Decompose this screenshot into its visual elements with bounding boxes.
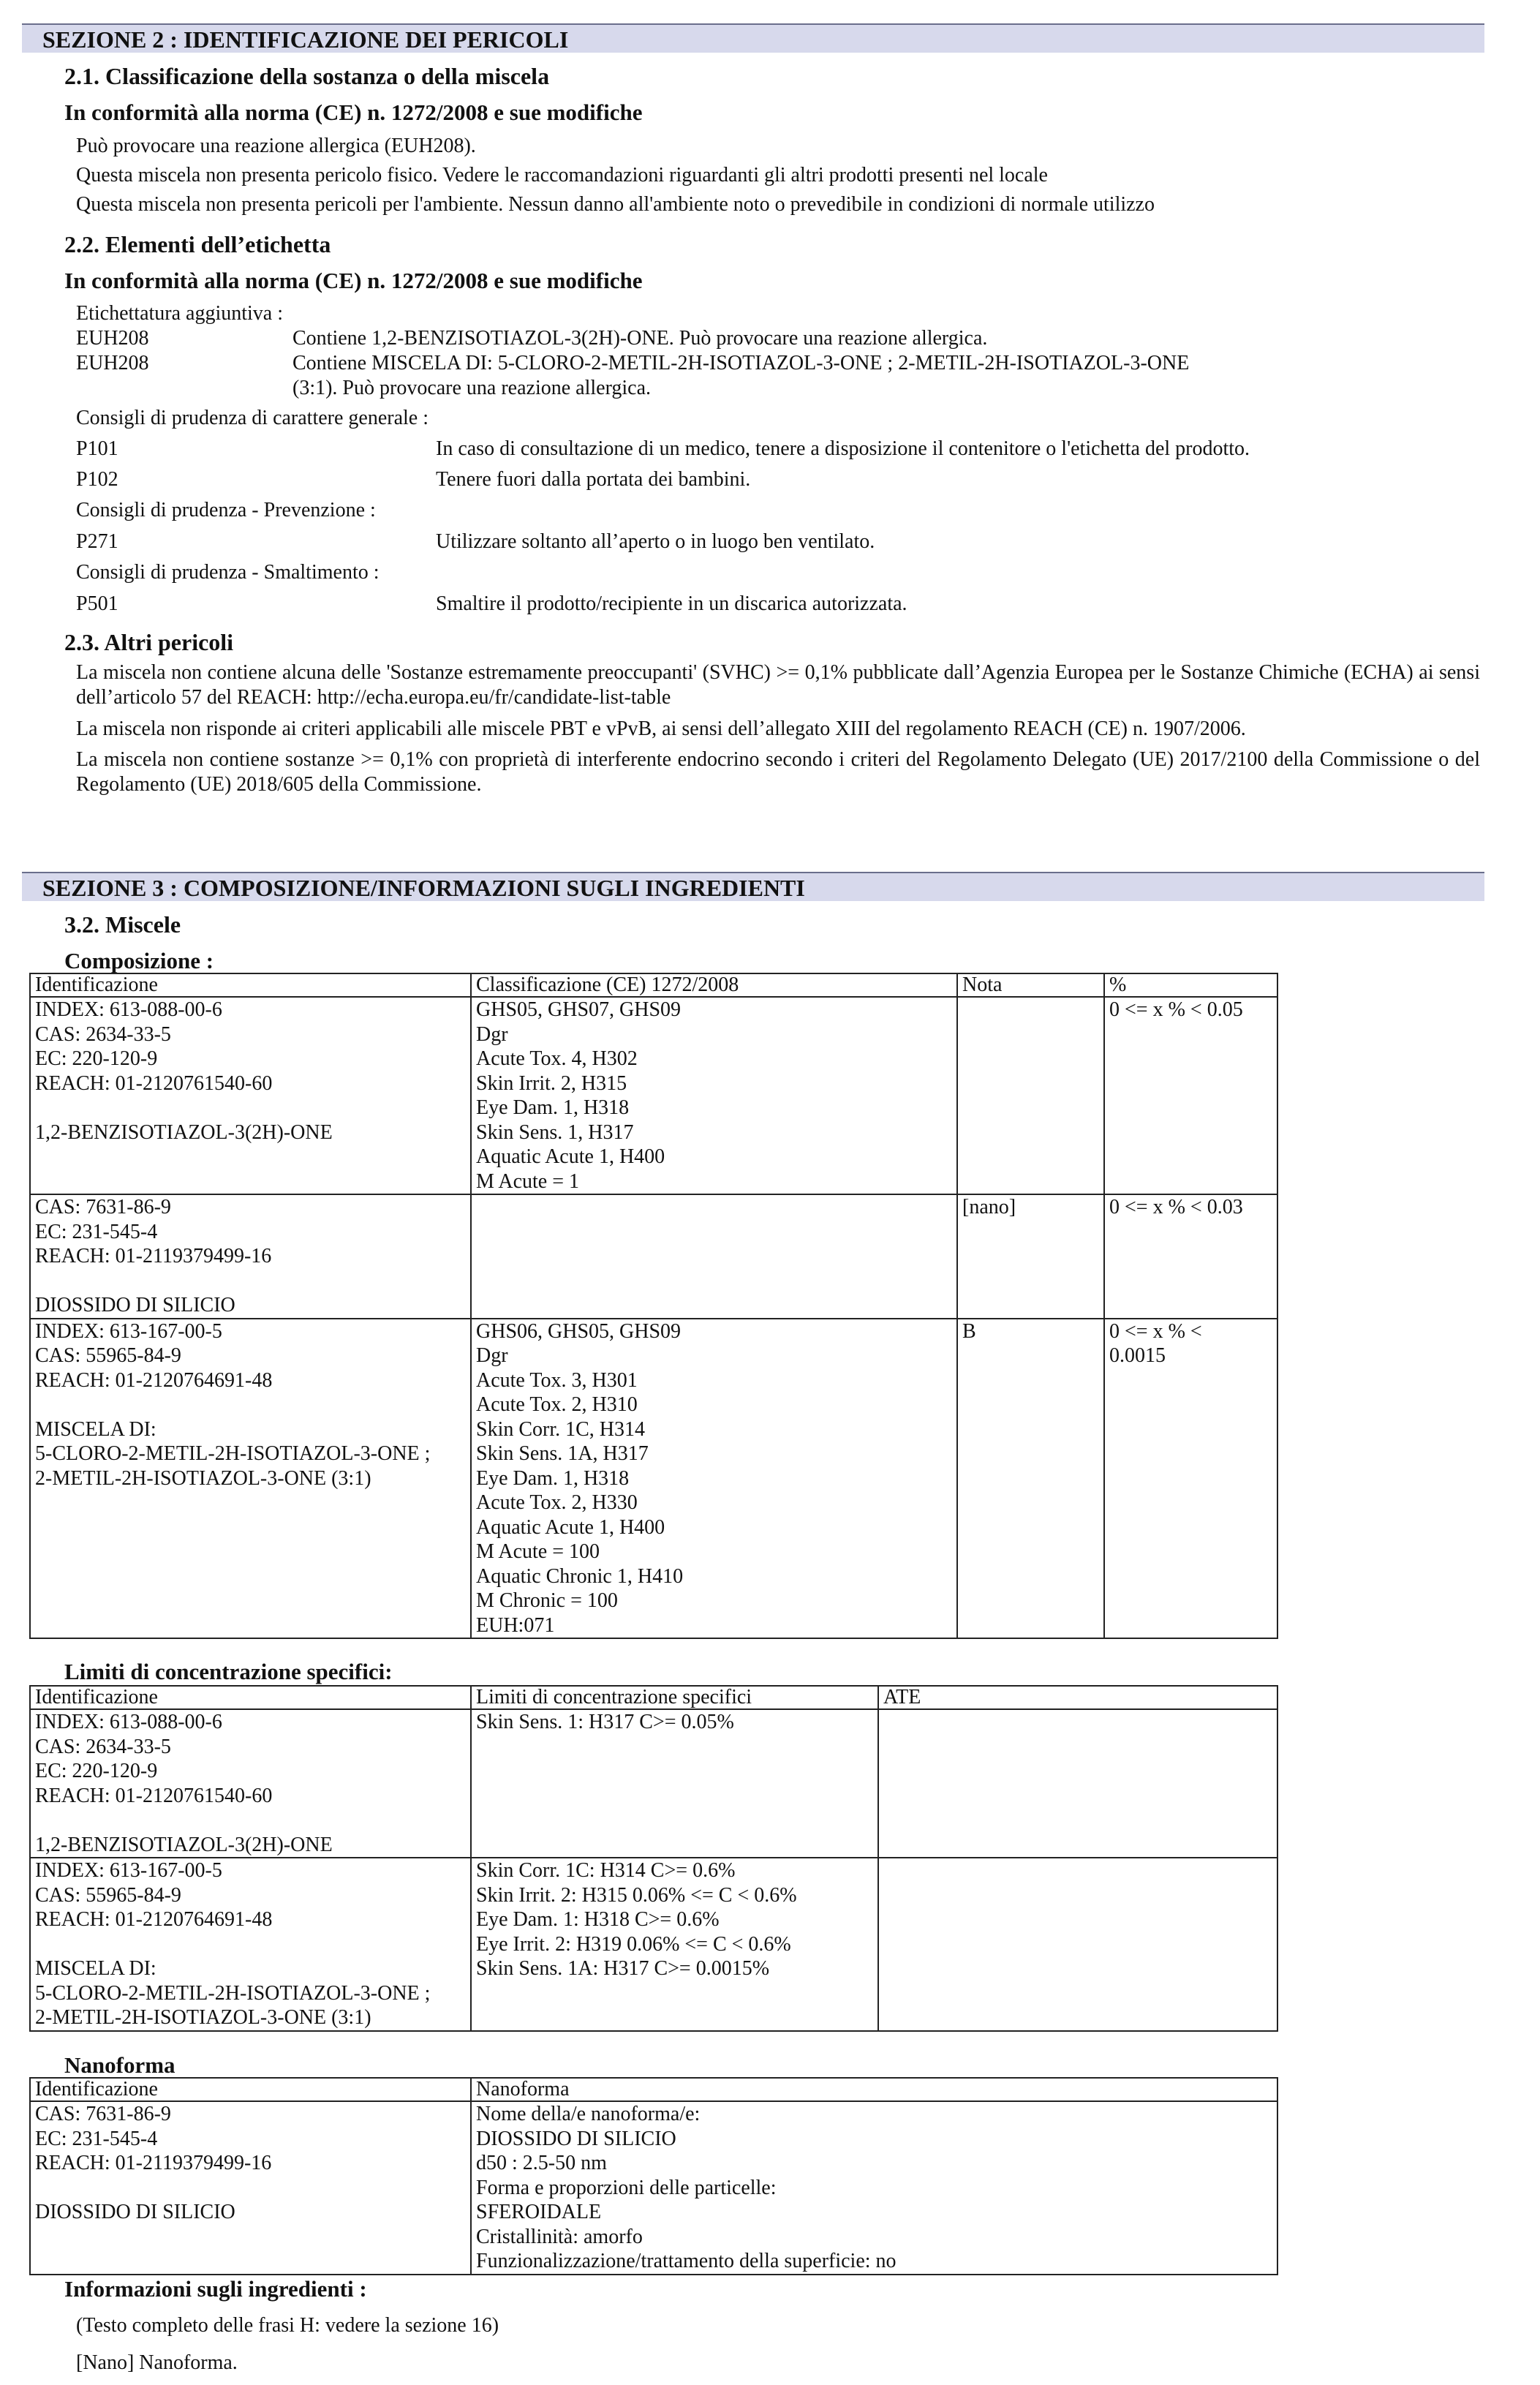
p501-code: P501	[76, 592, 118, 615]
s21-line-2: Questa miscela non presenta pericolo fisico. Vedere le raccomandazioni riguardanti gli altri prodotti presenti nel locale	[76, 164, 1048, 186]
composition-header-row	[30, 973, 1277, 997]
table-row	[30, 1858, 1277, 2031]
composition-header-percent: %	[1104, 973, 1277, 997]
disposal-heading: Consigli di prudenza - Smaltimento :	[76, 561, 380, 584]
p101-code: P101	[76, 437, 118, 460]
table-cell	[957, 997, 1104, 1194]
ingredients-info-line-2: [Nano] Nanoforma.	[76, 2351, 238, 2374]
p101-text: In caso di consultazione di un medico, tenere a disposizione il contenitore o l'etichetta del prodotto.	[436, 437, 1250, 460]
table-row	[30, 997, 1277, 1194]
composition-heading: Composizione :	[64, 948, 214, 973]
p501-text: Smaltire il prodotto/recipiente in un discarica autorizzata.	[436, 592, 907, 615]
ingredients-info-line-1: (Testo completo delle frasi H: vedere la sezione 16)	[76, 2314, 499, 2337]
composition-header-classification: Classificazione (CE) 1272/2008	[471, 973, 957, 997]
table-cell: INDEX: 613-167-00-5 CAS: 55965-84-9 REACH: 01-2120764691-48 MISCELA DI: 5-CLORO-2-METIL-2H-ISOTIAZOL-3-ONE ; 2-METIL-2H-ISOTIAZOL-3-ONE (3:1)	[30, 1319, 471, 1639]
nano-header-row	[30, 2078, 1277, 2101]
table-cell: CAS: 7631-86-9 EC: 231-545-4 REACH: 01-2119379499-16 DIOSSIDO DI SILICIO	[30, 1194, 471, 1319]
nano-header-identification: Identificazione	[30, 2078, 471, 2101]
table-cell: CAS: 7631-86-9 EC: 231-545-4 REACH: 01-2119379499-16 DIOSSIDO DI SILICIO	[30, 2101, 471, 2275]
euh-code-1: EUH208	[76, 327, 149, 350]
nano-header-nanoform: Nanoforma	[471, 2078, 1277, 2101]
table-cell: 0 <= x % < 0.0015	[1104, 1319, 1277, 1639]
table-cell	[471, 1194, 957, 1319]
p271-text: Utilizzare soltanto all’aperto o in luogo ben ventilato.	[436, 530, 875, 553]
section-3-header: SEZIONE 3 : COMPOSIZIONE/INFORMAZIONI SUGLI INGREDIENTI	[22, 872, 1484, 901]
table-cell	[878, 1709, 1277, 1858]
table-cell: 0 <= x % < 0.03	[1104, 1194, 1277, 1319]
table-cell: INDEX: 613-167-00-5 CAS: 55965-84-9 REACH: 01-2120764691-48 MISCELA DI: 5-CLORO-2-METIL-2H-ISOTIAZOL-3-ONE ; 2-METIL-2H-ISOTIAZOL-3-ONE (3:1)	[30, 1858, 471, 2031]
p271-code: P271	[76, 530, 118, 553]
limits-header-ate: ATE	[878, 1686, 1277, 1709]
composition-header-identification: Identificazione	[30, 973, 471, 997]
limits-table	[29, 1685, 1278, 2032]
table-row	[30, 1319, 1277, 1639]
table-cell: B	[957, 1319, 1104, 1639]
table-row	[30, 1194, 1277, 1319]
euh-text-2-cont: (3:1). Può provocare una reazione allergica.	[292, 377, 652, 399]
section-3-2-title: 3.2. Miscele	[64, 911, 181, 938]
nano-table	[29, 2077, 1278, 2275]
s21-line-3: Questa miscela non presenta pericoli per l'ambiente. Nessun danno all'ambiente noto o prevedibile in condizioni di normale utilizzo	[76, 193, 1155, 216]
ingredients-info-heading: Informazioni sugli ingredienti :	[64, 2276, 367, 2302]
section-2-header: SEZIONE 2 : IDENTIFICAZIONE DEI PERICOLI	[22, 23, 1484, 53]
table-cell: [nano]	[957, 1194, 1104, 1319]
s23-paragraph-2: La miscela non risponde ai criteri applicabili alle miscele PBT e vPvB, ai sensi dell’allegato XIII del regolamento REACH (CE) n. 1907/2006.	[76, 717, 1246, 740]
s23-paragraph-1: La miscela non contiene alcuna delle 'Sostanze estremamente preoccupanti' (SVHC) >= 0,1% pubblicate dall’Agenzia Europea per le Sostanze Chimiche (ECHA) ai sensi dell’articolo 57 del REACH: http://echa.europa.eu/fr/candidate-list-table	[76, 661, 1480, 709]
euh-code-2: EUH208	[76, 352, 149, 374]
p102-code: P102	[76, 468, 118, 491]
prevention-heading: Consigli di prudenza - Prevenzione :	[76, 499, 376, 521]
p102-text: Tenere fuori dalla portata dei bambini.	[436, 468, 751, 491]
table-cell: GHS06, GHS05, GHS09 Dgr Acute Tox. 3, H301 Acute Tox. 2, H310 Skin Corr. 1C, H314 Skin Sens. 1A, H317 Eye Dam. 1, H318 Acute Tox. 2, H330 Aquatic Acute 1, H400 M Acute = 100 Aquatic Chronic 1, H410 M Chronic = 100 EUH:071	[471, 1319, 957, 1639]
table-cell: Nome della/e nanoforma/e: DIOSSIDO DI SILICIO d50 : 2.5-50 nm Forma e proporzioni delle particelle: SFEROIDALE Cristallinità: amorfo Funzionalizzazione/trattamento della superficie: no	[471, 2101, 1277, 2275]
table-cell: INDEX: 613-088-00-6 CAS: 2634-33-5 EC: 220-120-9 REACH: 01-2120761540-60 1,2-BENZISOTIAZOL-3(2H)-ONE	[30, 997, 471, 1194]
section-2-3-title: 2.3. Altri pericoli	[64, 629, 234, 655]
table-cell: GHS05, GHS07, GHS09 Dgr Acute Tox. 4, H302 Skin Irrit. 2, H315 Eye Dam. 1, H318 Skin Sens. 1, H317 Aquatic Acute 1, H400 M Acute = 1	[471, 997, 957, 1194]
table-cell: Skin Corr. 1C: H314 C>= 0.6% Skin Irrit. 2: H315 0.06% <= C < 0.6% Eye Dam. 1: H318 C>= 0.6% Eye Irrit. 2: H319 0.06% <= C < 0.6% Skin Sens. 1A: H317 C>= 0.0015%	[471, 1858, 878, 2031]
table-cell: INDEX: 613-088-00-6 CAS: 2634-33-5 EC: 220-120-9 REACH: 01-2120761540-60 1,2-BENZISOTIAZOL-3(2H)-ONE	[30, 1709, 471, 1858]
section-2-2-regulation: In conformità alla norma (CE) n. 1272/2008 e sue modifiche	[64, 268, 643, 293]
composition-header-note: Nota	[957, 973, 1104, 997]
table-row	[30, 1709, 1277, 1858]
general-advice-heading: Consigli di prudenza di carattere generale :	[76, 407, 429, 429]
nano-heading: Nanoforma	[64, 2052, 175, 2078]
section-2-2-title: 2.2. Elementi dell’etichetta	[64, 231, 331, 257]
section-2-1-regulation: In conformità alla norma (CE) n. 1272/2008 e sue modifiche	[64, 99, 643, 125]
table-row	[30, 2101, 1277, 2275]
s23-paragraph-3: La miscela non contiene sostanze >= 0,1% con proprietà di interferente endocrino secondo i criteri del Regolamento Delegato (UE) 2017/2100 della Commissione o del Regolamento (UE) 2018/605 della Commissione.	[76, 748, 1480, 796]
limits-heading: Limiti di concentrazione specifici:	[64, 1659, 393, 1684]
s21-line-1: Può provocare una reazione allergica (EUH208).	[76, 135, 476, 157]
section-2-1-title: 2.1. Classificazione della sostanza o della miscela	[64, 63, 550, 89]
limits-header-identification: Identificazione	[30, 1686, 471, 1709]
table-cell: Skin Sens. 1: H317 C>= 0.05%	[471, 1709, 878, 1858]
limits-header-row	[30, 1686, 1277, 1709]
euh-text-2: Contiene MISCELA DI: 5-CLORO-2-METIL-2H-ISOTIAZOL-3-ONE ; 2-METIL-2H-ISOTIAZOL-3-ONE	[292, 352, 1190, 374]
table-cell: 0 <= x % < 0.05	[1104, 997, 1277, 1194]
extra-label-heading: Etichettatura aggiuntiva :	[76, 302, 284, 325]
limits-header-limits: Limiti di concentrazione specifici	[471, 1686, 878, 1709]
table-cell	[878, 1858, 1277, 2031]
composition-table	[29, 973, 1278, 1639]
euh-text-1: Contiene 1,2-BENZISOTIAZOL-3(2H)-ONE. Può provocare una reazione allergica.	[292, 327, 988, 350]
